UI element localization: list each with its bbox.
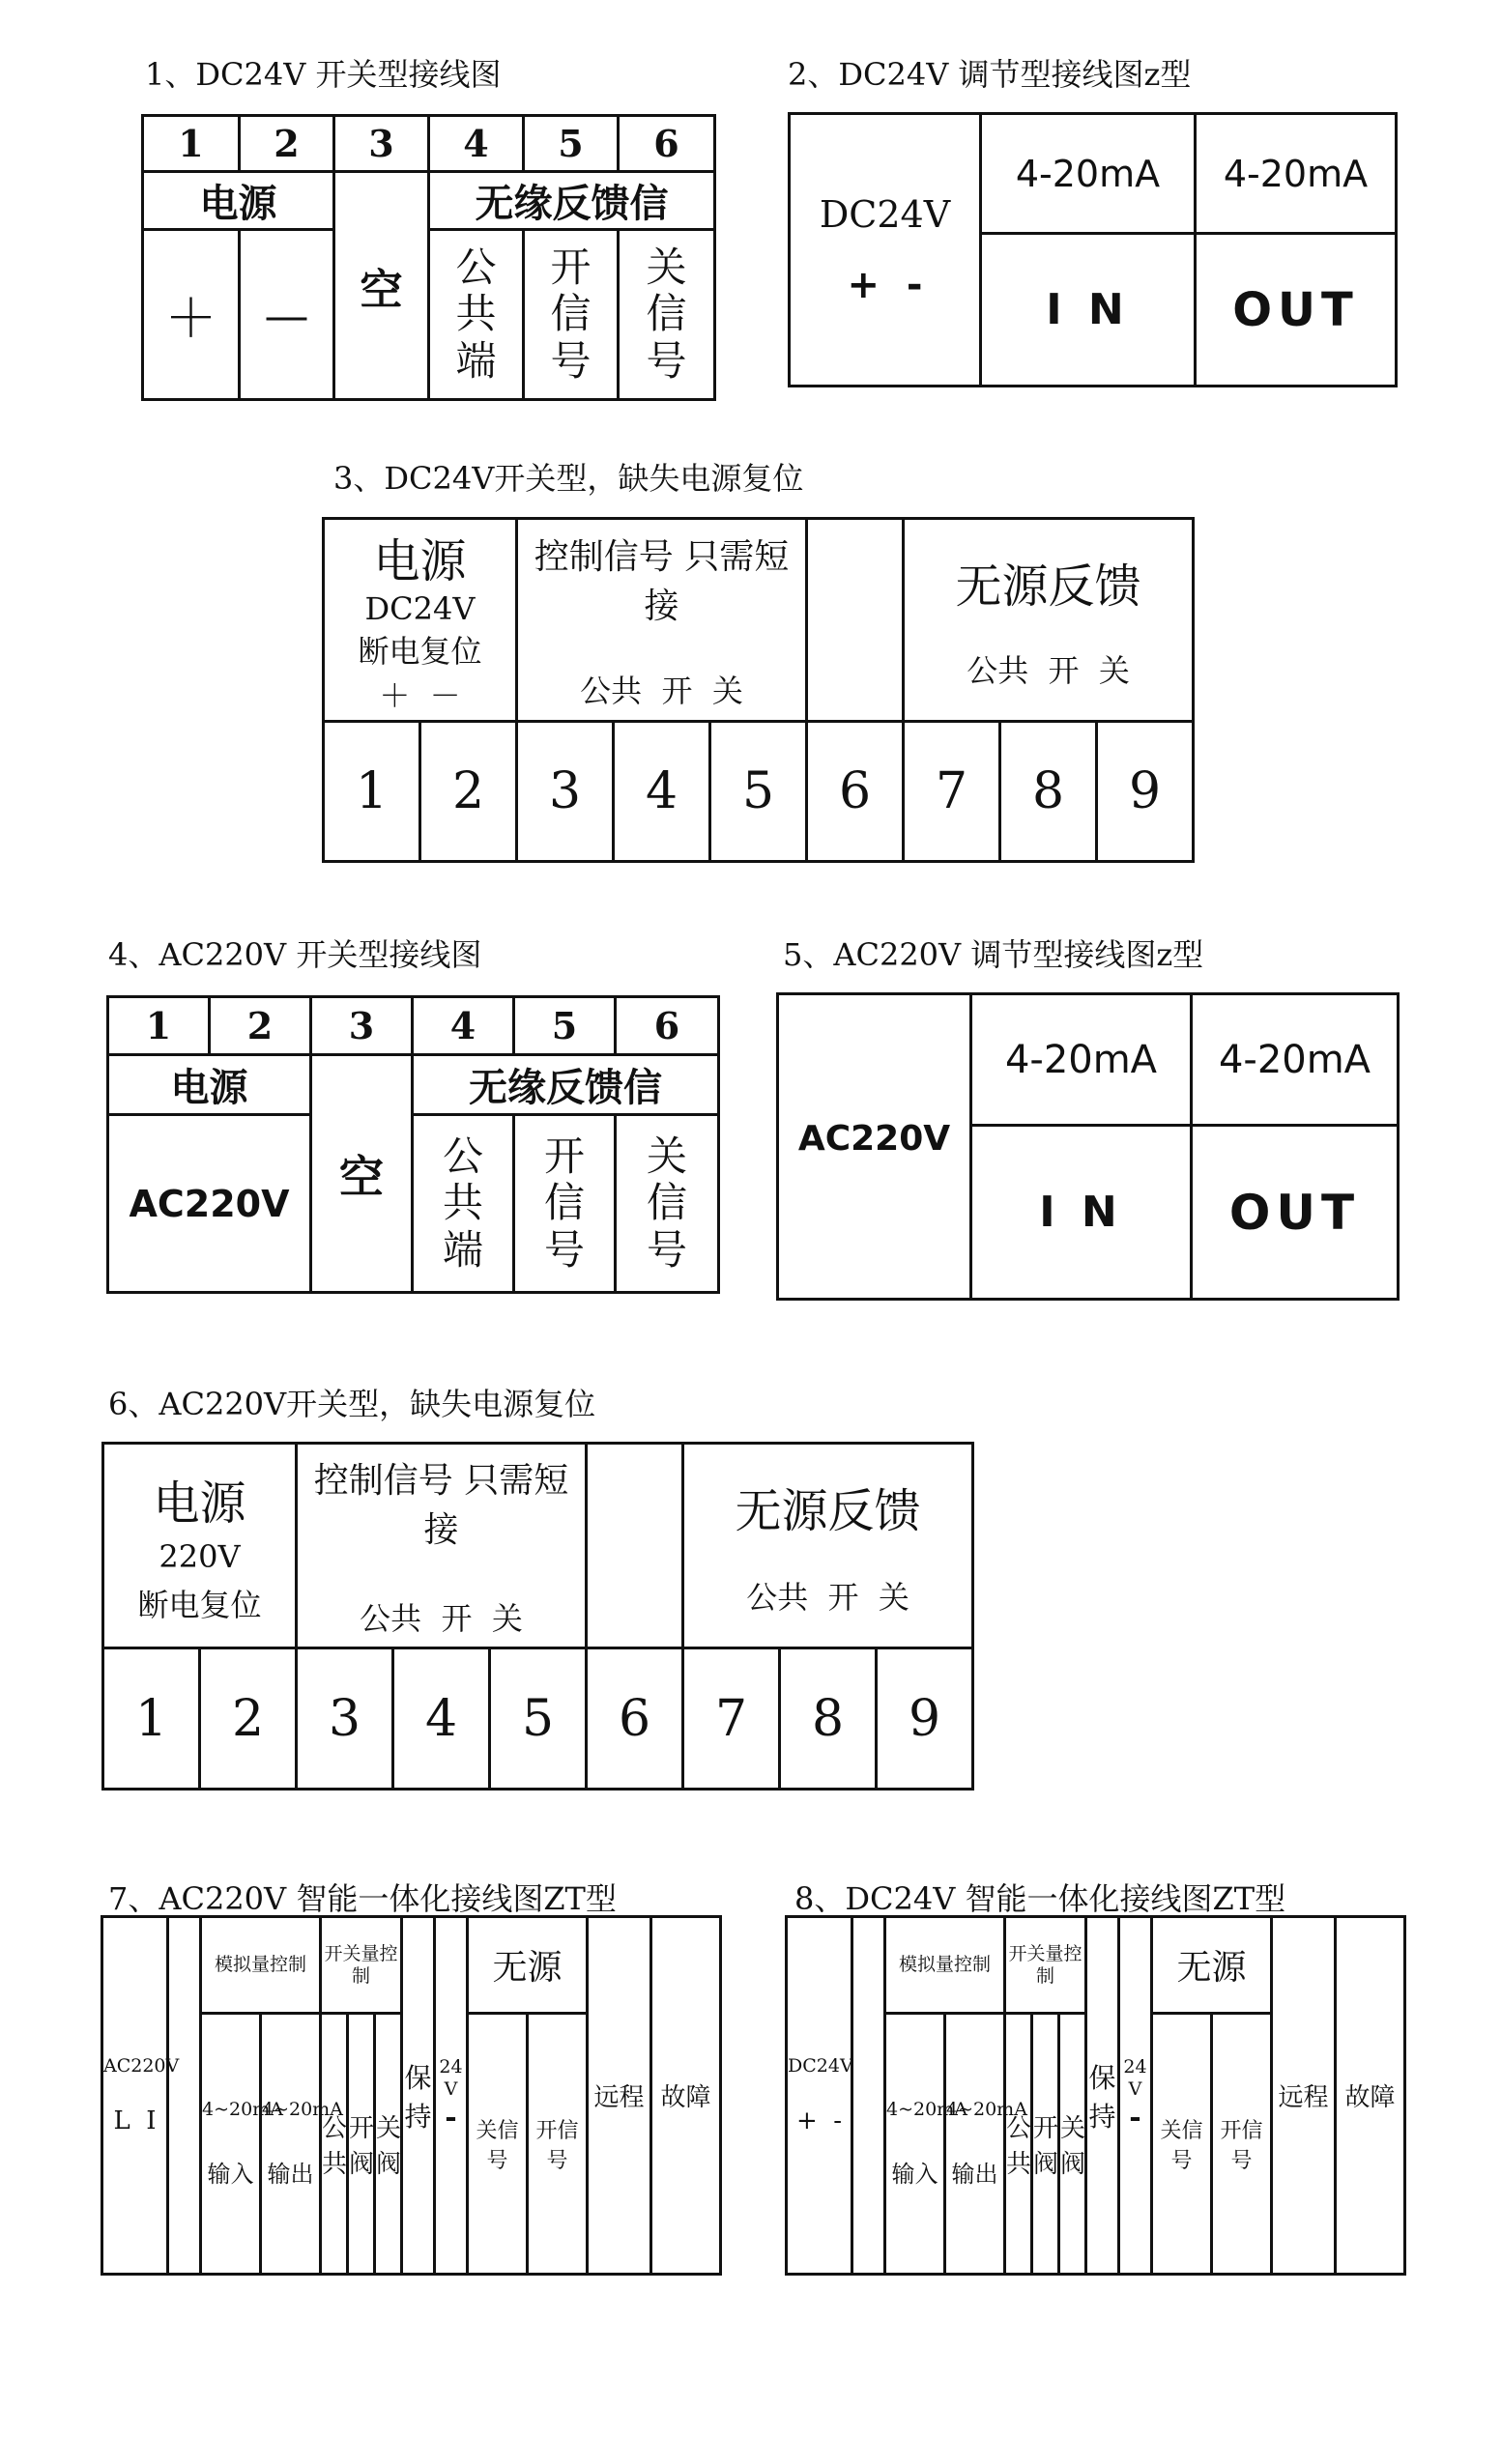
- feedback-label: 无缘反馈信: [429, 172, 715, 230]
- switch-control-label: 开关量控制: [321, 1917, 402, 2014]
- open-signal-label: 开信号: [528, 2014, 588, 2275]
- ma-in-label: 4-20mA: [971, 994, 1192, 1126]
- switch-control-label: 开关量控制: [1005, 1917, 1086, 2014]
- control-signal-cell: 控制信号 只需短接 公共 开 关: [517, 519, 807, 722]
- hold-label: 保持: [1086, 1917, 1119, 2275]
- empty-label: 空: [311, 1055, 413, 1293]
- analog-control-label: 模拟量控制: [885, 1917, 1005, 2014]
- control-signal-cell: 控制信号 只需短接 公共 开 关: [297, 1444, 587, 1648]
- terminal-3: 3: [517, 722, 614, 862]
- terminal-7: 7: [904, 722, 1000, 862]
- diagram-4-caption: 4、AC220V 开关型接线图: [108, 936, 482, 973]
- ma-in-label: 4-20mA: [981, 114, 1196, 234]
- minus-label: —: [240, 230, 334, 400]
- hold-label: 保持: [402, 1917, 435, 2275]
- close-signal-label: 关信号: [1152, 2014, 1212, 2275]
- terminal-5: 5: [514, 997, 616, 1055]
- terminal-1: 1: [324, 722, 420, 862]
- feedback-label: 无缘反馈信: [413, 1055, 719, 1115]
- open-signal-label: 开信号: [514, 1115, 616, 1293]
- diagram-5-table: [776, 992, 1400, 1301]
- open-valve-label: 开阀: [1032, 2014, 1059, 2275]
- terminal-1: 1: [108, 997, 210, 1055]
- remote-label: 远程: [588, 1917, 651, 2275]
- blank-cell: [807, 519, 904, 722]
- close-signal-label: 关信号: [468, 2014, 528, 2275]
- passive-label: 无源: [1152, 1917, 1272, 2014]
- diagram-2-table: [788, 112, 1398, 387]
- terminal-2: 2: [420, 722, 517, 862]
- remote-label: 远程: [1272, 1917, 1336, 2275]
- output-cell: 4~20mA 输出: [261, 2014, 321, 2275]
- close-signal-label: 关信号: [616, 1115, 719, 1293]
- terminal-5: 5: [490, 1648, 587, 1790]
- blank-cell: [852, 1917, 885, 2275]
- close-valve-label: 关阀: [1059, 2014, 1086, 2275]
- terminal-5: 5: [524, 116, 619, 172]
- terminal-4: 4: [614, 722, 710, 862]
- ma-out-label: 4-20mA: [1196, 114, 1397, 234]
- terminal-4: 4: [413, 997, 514, 1055]
- passive-feedback-cell: 无源反馈 公共 开 关: [683, 1444, 973, 1648]
- terminal-6: 6: [616, 997, 719, 1055]
- input-cell: 4~20mA 输入: [201, 2014, 261, 2275]
- blank-cell: [587, 1444, 683, 1648]
- open-valve-label: 开阀: [348, 2014, 375, 2275]
- close-signal-label: 关信号: [619, 230, 715, 400]
- diagram-4-table: [106, 995, 720, 1294]
- terminal-2: 2: [200, 1648, 297, 1790]
- common-label: 公共: [321, 2014, 348, 2275]
- out-label: OUT: [1192, 1126, 1399, 1300]
- terminal-4: 4: [429, 116, 524, 172]
- supply-cell: AC220V L I: [102, 1917, 168, 2275]
- close-valve-label: 关阀: [375, 2014, 402, 2275]
- terminal-2: 2: [240, 116, 334, 172]
- terminal-3: 3: [334, 116, 429, 172]
- terminal-1: 1: [103, 1648, 200, 1790]
- diagram-1-table: [141, 114, 716, 401]
- terminal-3: 3: [297, 1648, 393, 1790]
- terminal-8: 8: [1000, 722, 1097, 862]
- diagram-1-caption: 1、DC24V 开关型接线图: [145, 56, 502, 93]
- fault-label: 故障: [1336, 1917, 1405, 2275]
- in-label: I N: [981, 234, 1196, 387]
- passive-feedback-cell: 无源反馈 公共 开 关: [904, 519, 1194, 722]
- terminal-9: 9: [1097, 722, 1194, 862]
- diagram-8-table: [785, 1915, 1406, 2276]
- terminal-8: 8: [780, 1648, 877, 1790]
- diagram-2-caption: 2、DC24V 调节型接线图z型: [788, 56, 1192, 93]
- terminal-3: 3: [311, 997, 413, 1055]
- common-label: 公共端: [429, 230, 524, 400]
- out-label: OUT: [1196, 234, 1397, 387]
- diagram-3-table: [322, 517, 1195, 863]
- diagram-7-caption: 7、AC220V 智能一体化接线图ZT型: [108, 1880, 617, 1917]
- open-signal-label: 开信号: [1212, 2014, 1272, 2275]
- supply-label: AC220V: [108, 1115, 311, 1293]
- analog-control-label: 模拟量控制: [201, 1917, 321, 2014]
- fault-label: 故障: [651, 1917, 721, 2275]
- terminal-6: 6: [807, 722, 904, 862]
- v24-cell: 24V -: [1119, 1917, 1152, 2275]
- terminal-4: 4: [393, 1648, 490, 1790]
- diagram-6-caption: 6、AC220V开关型，缺失电源复位: [108, 1386, 596, 1422]
- terminal-5: 5: [710, 722, 807, 862]
- supply-cell: DC24V + -: [787, 1917, 852, 2275]
- diagram-7-table: [101, 1915, 722, 2276]
- terminal-2: 2: [210, 997, 311, 1055]
- output-cell: 4~20mA 输出: [945, 2014, 1005, 2275]
- diagram-5-caption: 5、AC220V 调节型接线图z型: [783, 936, 1204, 973]
- terminal-7: 7: [683, 1648, 780, 1790]
- supply-cell: AC220V: [778, 994, 971, 1300]
- blank-cell: [168, 1917, 201, 2275]
- ma-out-label: 4-20mA: [1192, 994, 1399, 1126]
- terminal-1: 1: [143, 116, 240, 172]
- diagram-6-table: [101, 1442, 974, 1791]
- power-label: 电源: [143, 172, 334, 230]
- common-label: 公共: [1005, 2014, 1032, 2275]
- empty-label: 空: [334, 172, 429, 400]
- diagram-8-caption: 8、DC24V 智能一体化接线图ZT型: [794, 1880, 1286, 1917]
- terminal-6: 6: [587, 1648, 683, 1790]
- input-cell: 4~20mA 输入: [885, 2014, 945, 2275]
- power-label: 电源: [108, 1055, 311, 1115]
- power-cell: 电源 220V 断电复位: [103, 1444, 297, 1648]
- power-cell: 电源 DC24V 断电复位 ＋ －: [324, 519, 517, 722]
- terminal-6: 6: [619, 116, 715, 172]
- passive-label: 无源: [468, 1917, 588, 2014]
- v24-cell: 24V -: [435, 1917, 468, 2275]
- common-label: 公共端: [413, 1115, 514, 1293]
- open-signal-label: 开信号: [524, 230, 619, 400]
- in-label: I N: [971, 1126, 1192, 1300]
- terminal-9: 9: [877, 1648, 973, 1790]
- plus-label: ＋: [143, 230, 240, 400]
- supply-cell: DC24V + -: [790, 114, 981, 387]
- diagram-3-caption: 3、DC24V开关型，缺失电源复位: [333, 460, 804, 497]
